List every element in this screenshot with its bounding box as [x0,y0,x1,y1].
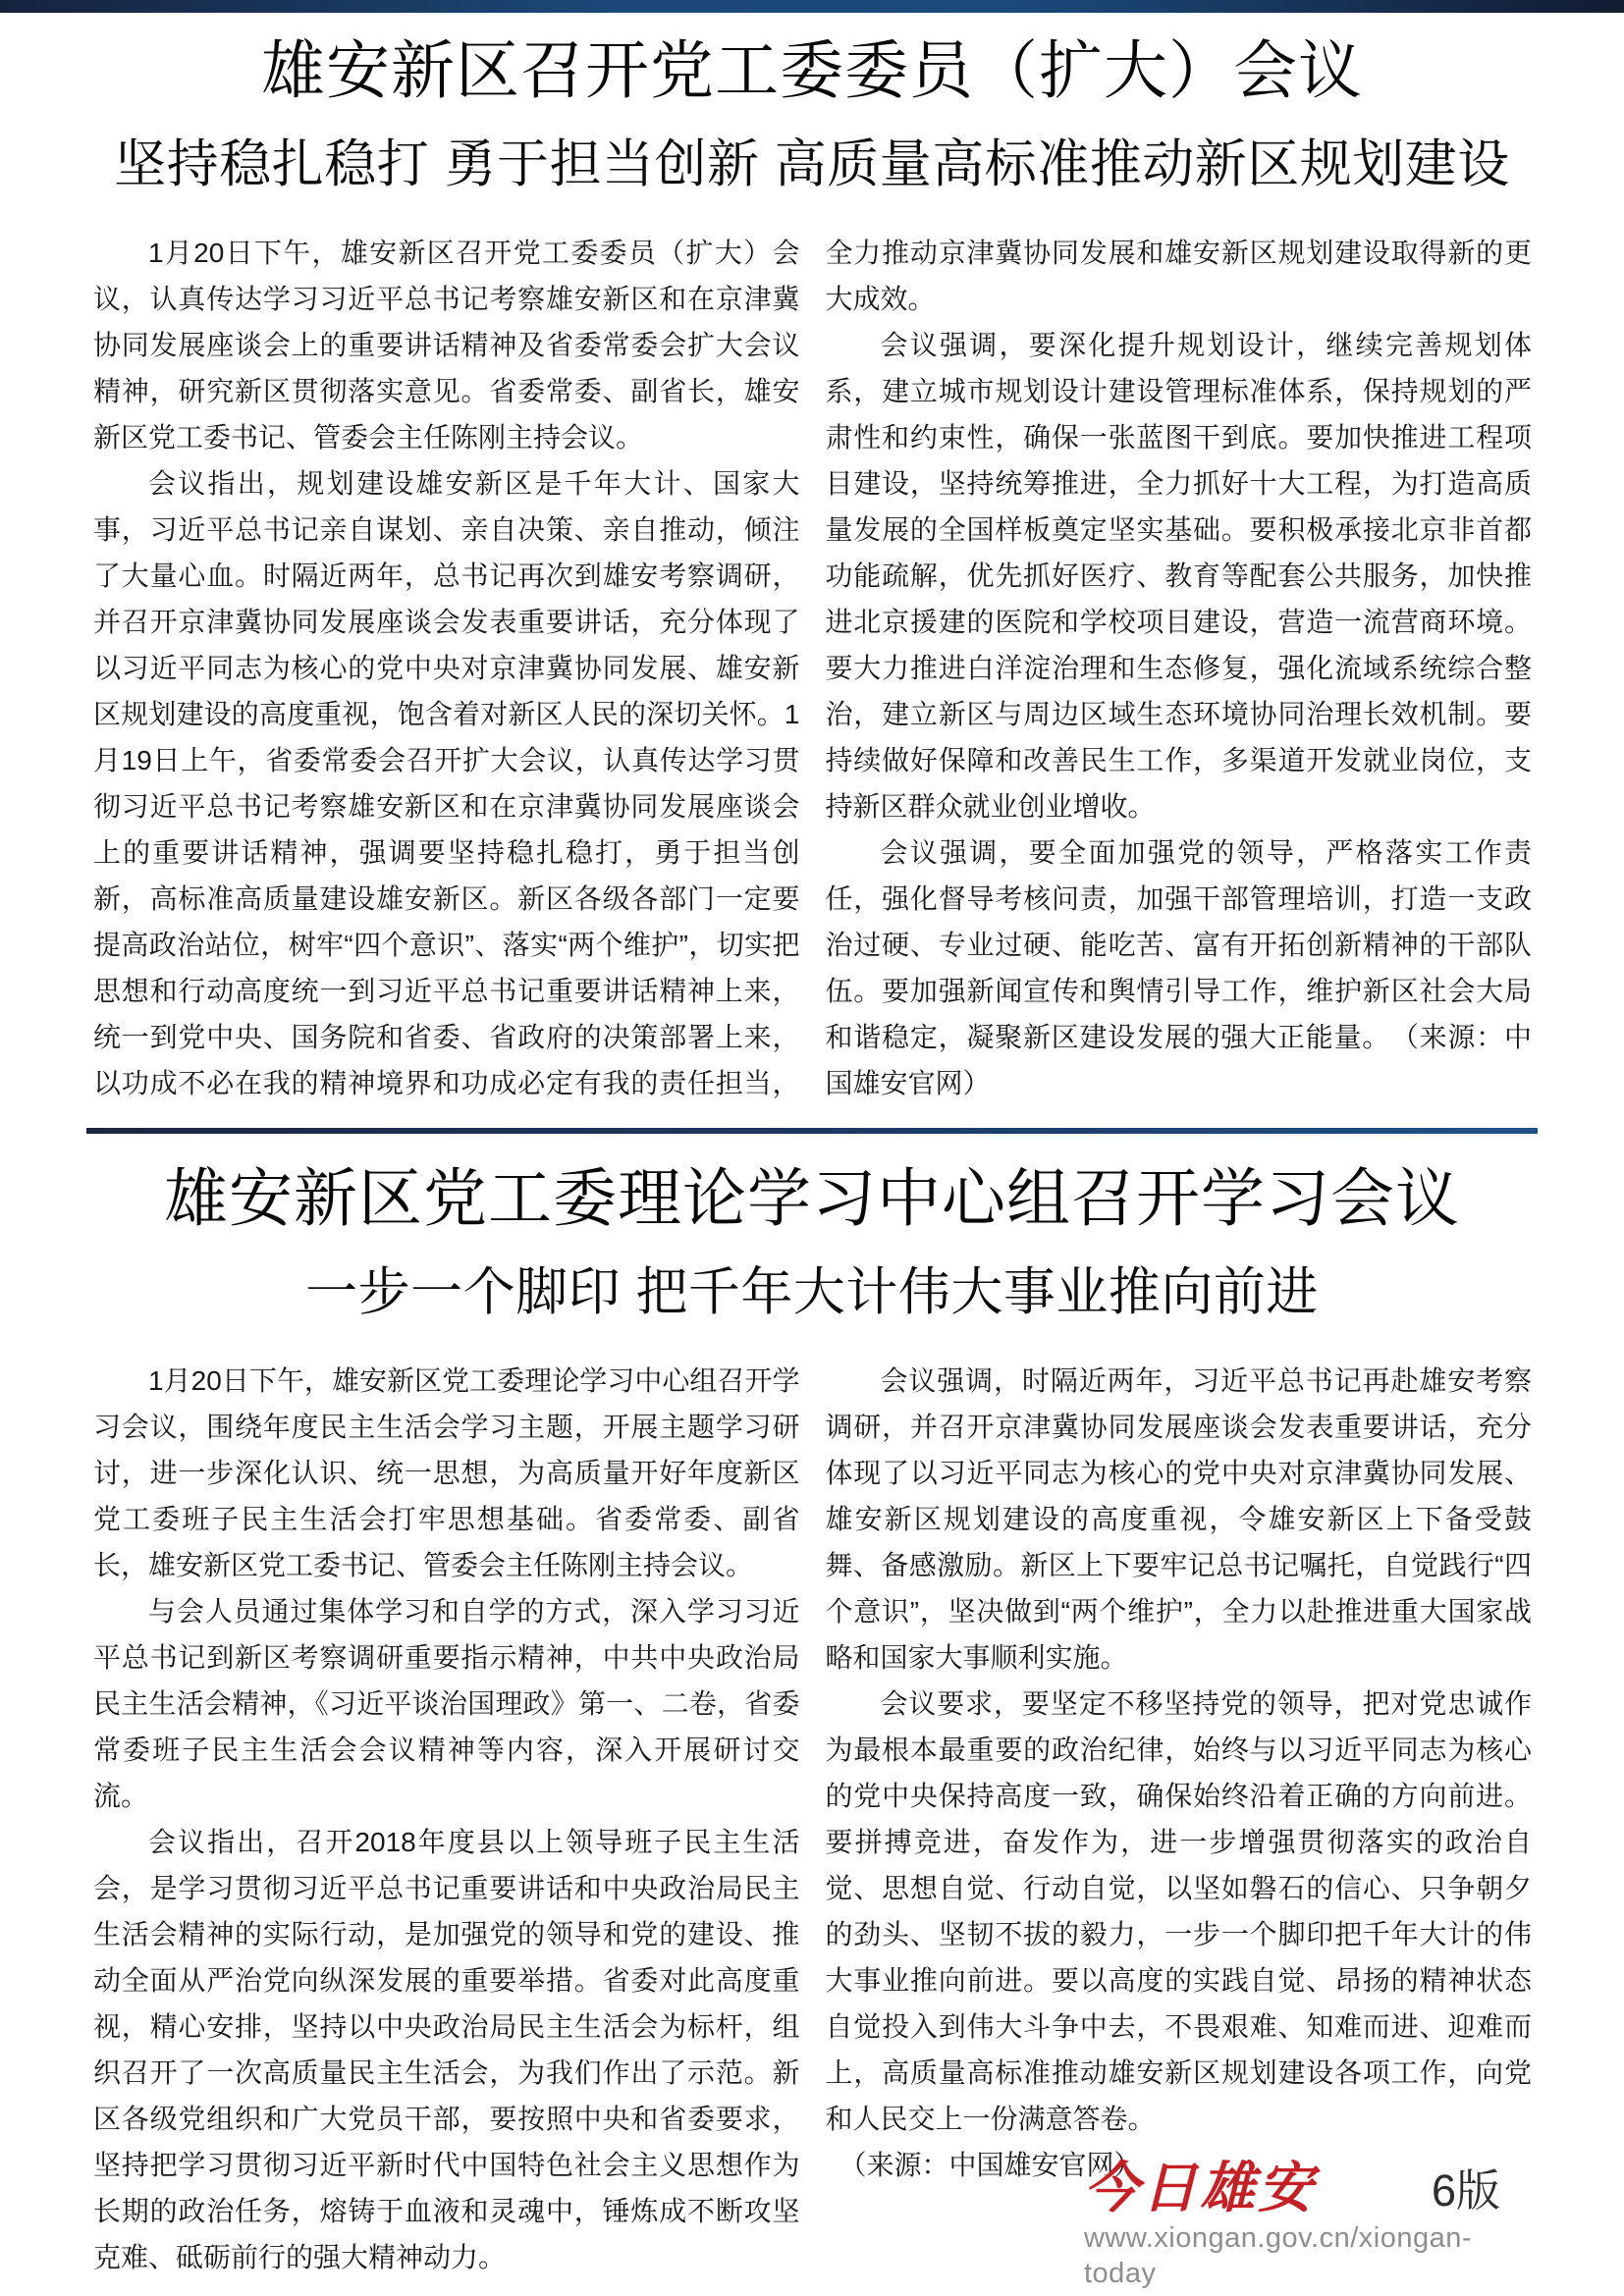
article-2-title: 雄安新区党工委理论学习中心组召开学习会议 [163,1162,1460,1234]
article-2 [0,1159,1624,2280]
article-1-subtitle: 坚持稳扎稳打 勇于担当创新 高质量高标准推动新区规划建设 [114,135,1510,193]
page-footer [1084,2160,1500,2291]
paragraph: 会议强调，要深化提升规划设计，继续完善规划体系，建立城市规划设计建设管理标准体系，保持规划的严肃性和约束性，确保一张蓝图干到底。要加快推进工程项目建设，坚持统筹推进，全力抓好十大工程，为打造高质量发展的全国样板奠定坚实基础。要积极承接北京非首都功能疏解，优先抓好医疗、教育等配套公共服务，加快推进北京援建的医院和学校项目建设，营造一流营商环境。要大力推进白洋淀治理和生态修复，强化流域系统综合整治，建立新区与周边区域生态环境协同治理长效机制。要持续做好保障和改善民生工作，多渠道开发就业岗位，支持新区群众就业创业增收。 [825,330,1532,822]
article-1-body [93,230,1532,1106]
article-1 [0,0,1624,1106]
newspaper-logo: 今日雄安 [1084,2159,1316,2219]
article-2-body [93,1358,1532,2280]
footer-row [1084,2160,1500,2218]
article-2-subtitle: 一步一个脚印 把千年大计伟大事业推向前进 [305,1263,1319,1321]
source-attribution: （来源：中国雄安官网） [839,2150,1142,2180]
section-divider [86,1128,1538,1134]
paragraph: 1月20日下午，雄安新区召开党工委委员（扩大）会议，认真传达学习习近平总书记考察雄安新区和在京津冀协同发展座谈会上的重要讲话精神及省委常委会扩大会议精神，研究新区贯彻落实意见。省委常委、副省长，雄安新区党工委书记、管委会主任陈刚主持会议。 [93,238,800,453]
paragraph: 会议强调，要全面加强党的领导，严格落实工作责任，强化督导考核问责，加强干部管理培训，打造一支政治过硬、专业过硬、能吃苦、富有开拓创新精神的干部队伍。要加强新闻宣传和舆情引导工作，维护新区社会大局和谐稳定，凝聚新区建设发展的强大正能量。 （来源：中国雄安官网） [825,837,1532,1098]
article-1-title: 雄安新区召开党工委委员（扩大）会议 [260,34,1363,106]
paragraph: 会议强调，时隔近两年，习近平总书记再赴雄安考察调研，并召开京津冀协同发展座谈会发表重要讲话，充分体现了以习近平同志为核心的党中央对京津冀协同发展、雄安新区规划建设的高度重视，令雄安新区上下备受鼓舞、备感激励。新区上下要牢记总书记嘱托，自觉践行“四个意识”，坚决做到“两个维护”，全力以赴推进重大国家战略和国家大事顺利实施。 [825,1365,1532,1673]
footer-url: www.xiongan.gov.cn/xiongan-today [1084,2222,1473,2289]
page-number: 6版 [1431,2165,1500,2216]
paragraph: 与会人员通过集体学习和自学的方式，深入学习习近平总书记到新区考察调研重要指示精神，中共中央政治局民主生活会精神，《习近平谈治国理政》第一、二卷，省委常委班子民主生活会会议精神等内容，深入开展研讨交流。 [93,1596,800,1811]
paragraph: 1月20日下午，雄安新区党工委理论学习中心组召开学习会议，围绕年度民主生活会学习主题，开展主题学习研讨，进一步深化认识、统一思想，为高质量开好年度新区党工委班子民主生活会打牢思想基础。省委常委、副省长，雄安新区党工委书记、管委会主任陈刚主持会议。 [93,1365,800,1580]
paragraph: 会议指出，规划建设雄安新区是千年大计、国家大事，习近平总书记亲自谋划、亲自决策、亲自推动，倾注了大量心血。时隔近两年，总书记再次到雄安考察调研，并召开京津冀协同发展座谈会发表重要讲话，充分体现了以习近平同志为核心的党中央对京津冀协同发展、雄安新区规划建设的高度重视，饱含着对新区人民的深切关怀。1月19日上午，省委常委会召开扩大会议，认真传达学习贯彻习近平总书记考察雄安新区和在京津冀协同发展座谈会上的重要讲话精神，强调要坚持稳扎稳打，勇于担当创新，高标准高质量建设雄安新区。新区各级各部门一定要提高政治站位，树牢“四个意识”、落实“两个维护”，切实把思想和行动高度统一到习近平总书记重要讲话精神上来，统一到党中央、国务院和省委、省政府的决策部署上来，以功成不必在我的精神境界和功成必定有我的责任担当，全力推动京津冀协同发展和雄安新区规划建设取得新的更大成效。 [93,238,1532,1098]
paragraph: 会议要求，要坚定不移坚持党的领导，把对党忠诚作为最根本最重要的政治纪律，始终与以习近平同志为核心的党中央保持高度一致，确保始终沿着正确的方向前进。要拼搏竞进，奋发作为，进一步增强贯彻落实的政治自觉、思想自觉、行动自觉，以坚如磐石的信心、只争朝夕的劲头、坚韧不拔的毅力，一步一个脚印把千年大计的伟大事业推向前进。要以高度的实践自觉、昂扬的精神状态自觉投入到伟大斗争中去，不畏艰难、知难而进、迎难而上，高质量高标准推动雄安新区规划建设各项工作，向党和人民交上一份满意答卷。 [825,1688,1532,2134]
paragraph: 会议指出，召开2018年度县以上领导班子民主生活会，是学习贯彻习近平总书记重要讲话和中央政治局民主生活会精神的实际行动，是加强党的领导和党的建设、推动全面从严治党向纵深发展的重要举措。省委对此高度重视，精心安排，坚持以中央政治局民主生活会为标杆，组织召开了一次高质量民主生活会，为我们作出了示范。新区各级党组织和广大党员干部，要按照中央和省委要求，坚持把学习贯彻习近平新时代中国特色社会主义思想作为长期的政治任务，熔铸于血液和灵魂中，锤炼成不断攻坚克难、砥砺前行的强大精神动力。 [93,1827,800,2272]
